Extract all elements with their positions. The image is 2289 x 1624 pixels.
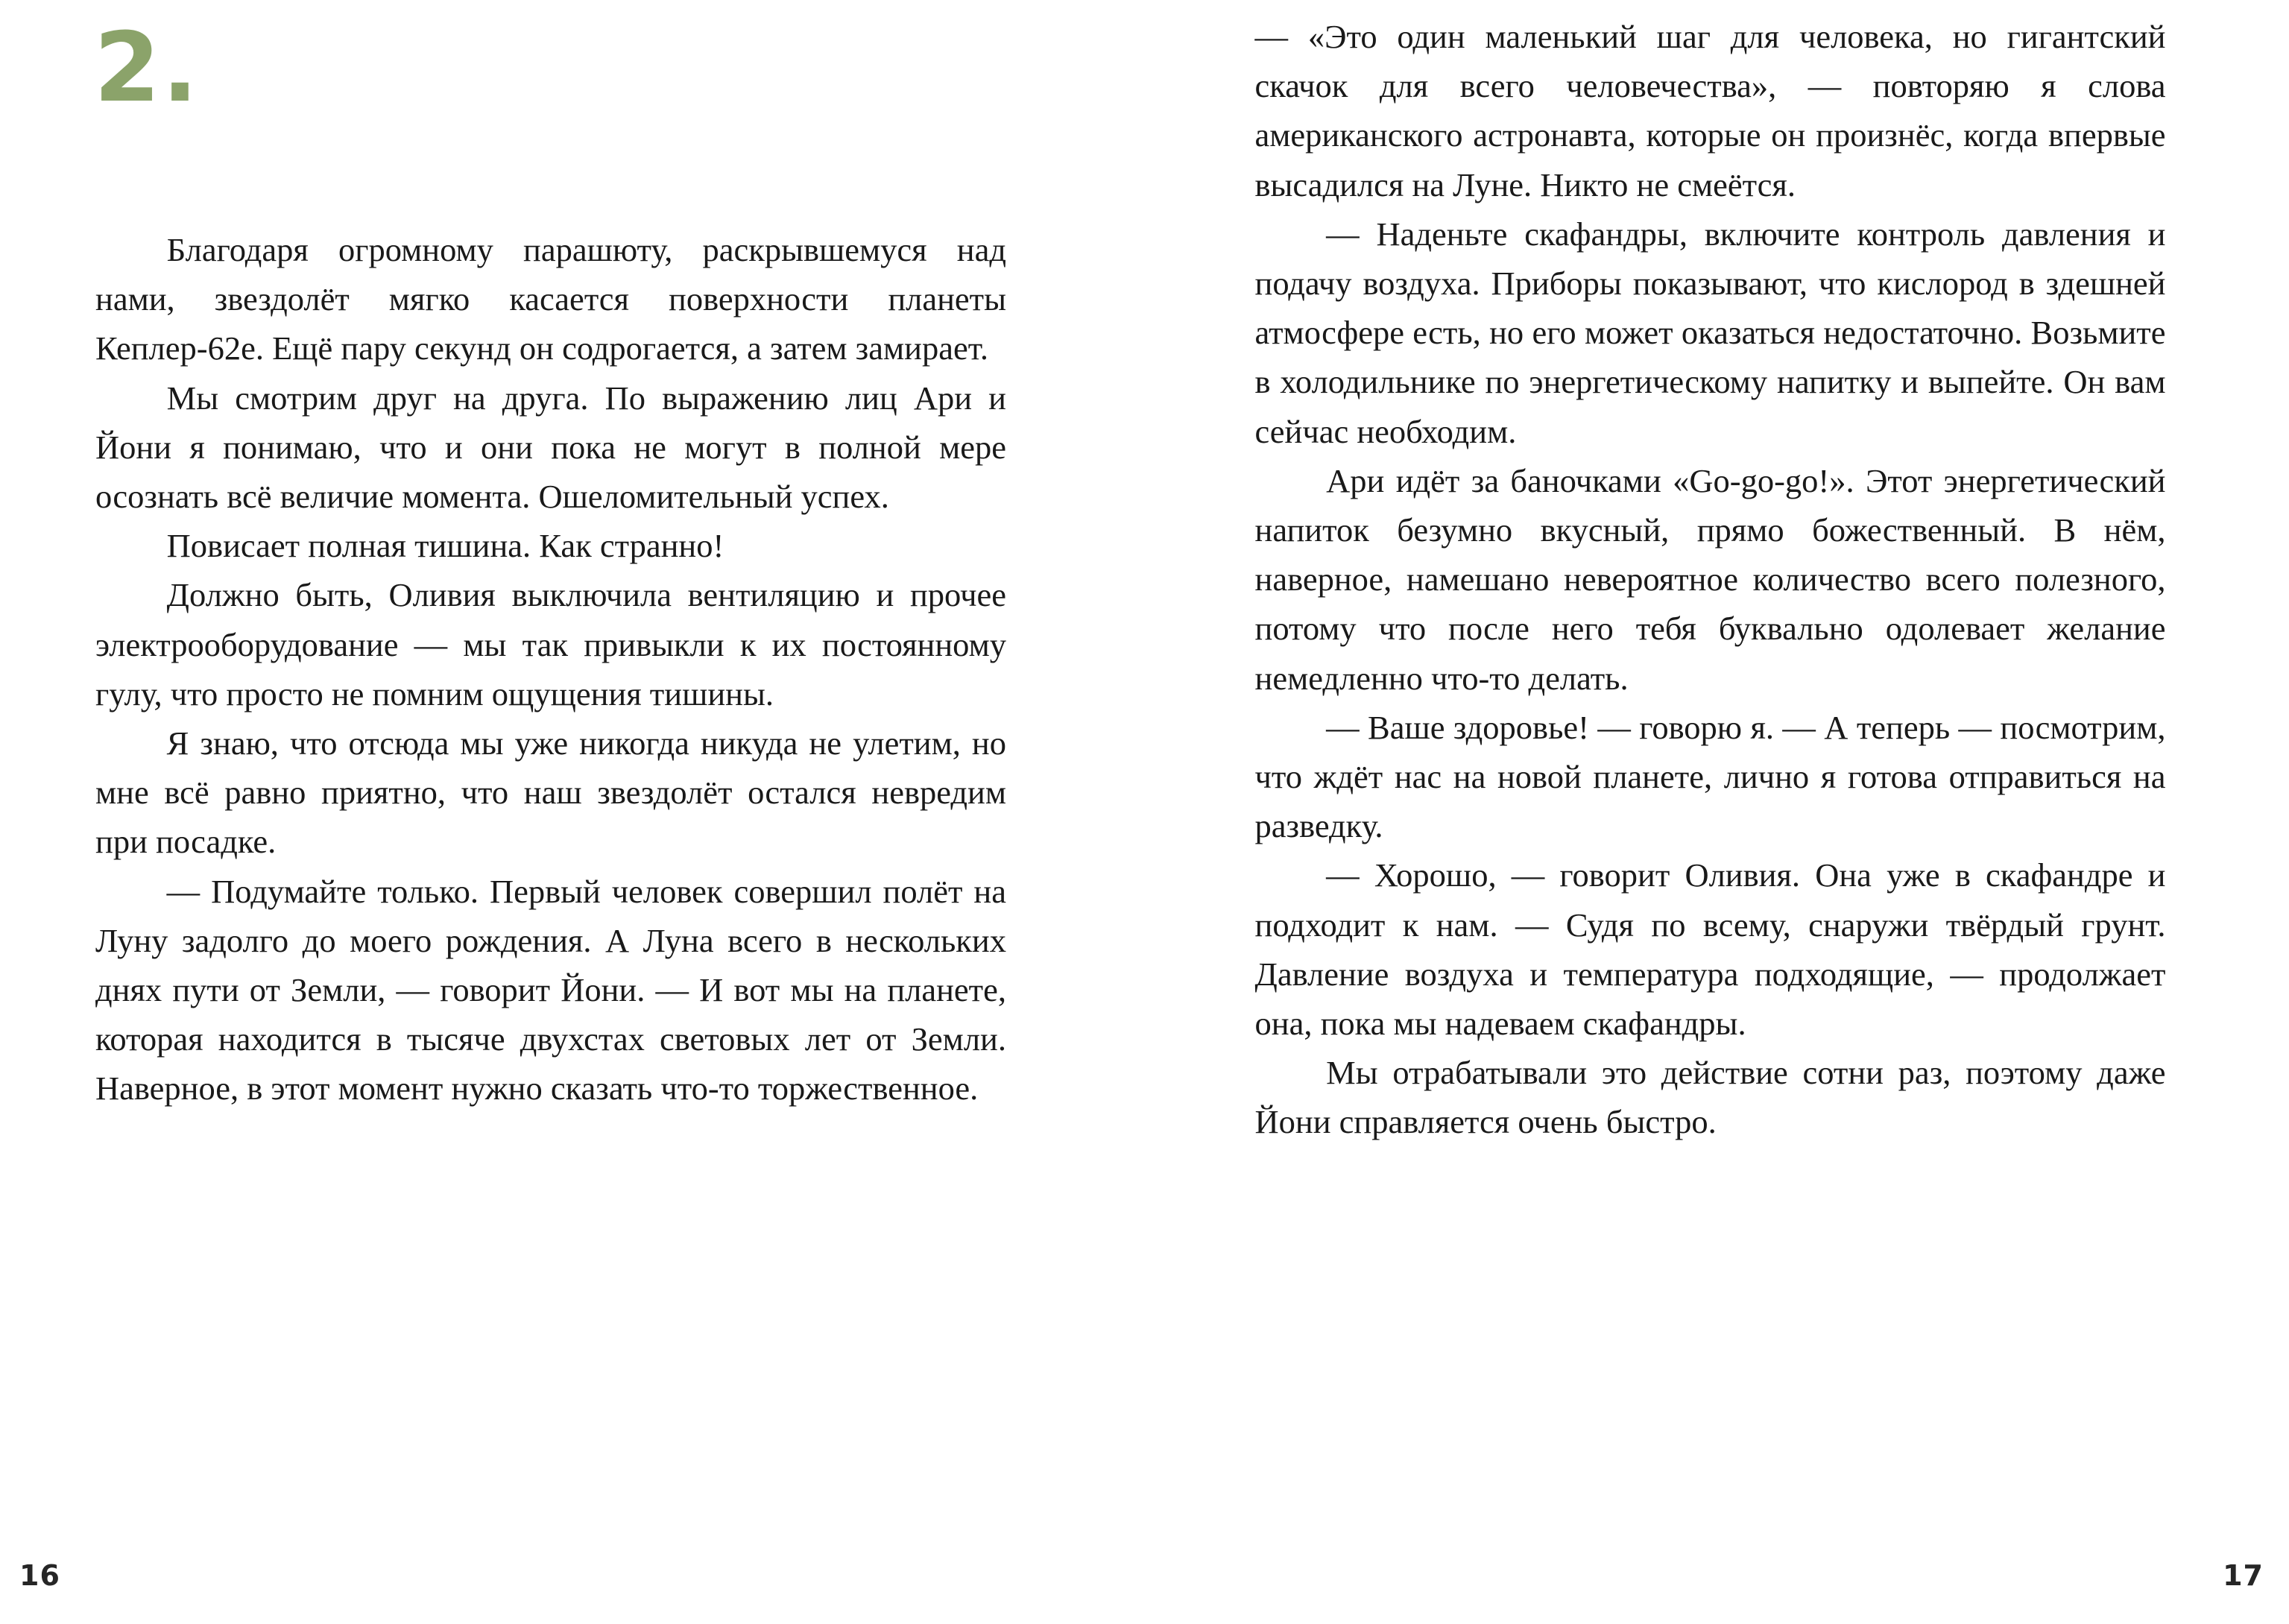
paragraph: Благодаря огромному парашюту, раскрывшемуся над нами, звездолёт мягко касается поверхности планеты Кеплер-62е. Ещё пару секунд он содрогается, а затем замирает. bbox=[95, 231, 1006, 367]
paragraph: — Наденьте скафандры, включите контроль давления и подачу воздуха. Приборы показывают, что кислород в здешней атмосфере есть, но его может оказаться недостаточно. Возьмите в холодильнике по энергетическому напитку и выпейте. Он вам сейчас необходим. bbox=[1254, 215, 2166, 450]
chapter-number: 2. bbox=[94, 13, 200, 124]
paragraph: — Хорошо, — говорит Оливия. Она уже в скафандре и подходит к нам. — Судя по всему, снаружи твёрдый грунт. Давление воздуха и температура подходящие, — продолжает она, пока мы надеваем скафандры. bbox=[1254, 856, 2166, 1043]
paragraph: — Подумайте только. Первый человек совершил полёт на Луну задолго до моего рождения. А Луна всего в нескольких днях пути от Земли, — говорит Йони. — И вот мы на планете, которая находится в тысяче двухстах световых лет от Земли. Наверное, в этот момент нужно сказать что-то торжественное. bbox=[95, 872, 1006, 1108]
paragraph: Должно быть, Оливия выключила вентиляцию и прочее электрооборудование — мы так привыкли к их постоянному гулу, что просто не помним ощущения тишины. bbox=[95, 576, 1006, 713]
paragraph: Мы отрабатывали это действие сотни раз, поэтому даже Йони справляется очень быстро. bbox=[1254, 1054, 2166, 1141]
page-number-verso: 16 bbox=[19, 1559, 60, 1592]
paragraph: Повисает полная тишина. Как странно! bbox=[166, 527, 724, 565]
body-text-right-column bbox=[1255, 12, 2166, 1147]
paragraph: — Ваше здоровье! — говорю я. — А теперь — посмотрим, что ждёт нас на новой планете, лично я готова отправиться на разведку. bbox=[1254, 708, 2166, 845]
paragraph: Мы смотрим друг на друга. По выражению лиц Ари и Йони я понимаю, что и они пока не могут в полной мере осознать всё величие момента. Ошеломительный успех. bbox=[95, 379, 1006, 516]
page-number-recto: 17 bbox=[2223, 1559, 2264, 1592]
body-text-left-column bbox=[95, 225, 1006, 1113]
page-recto bbox=[1145, 0, 2289, 1624]
paragraph: — «Это один маленький шаг для человека, но гигантский скачок для всего человечества», — повторяю я слова американского астронавта, которые он произнёс, когда впервые высадился на Луне. Никто не смеётся. bbox=[1254, 18, 2166, 203]
paragraph: Ари идёт за баночками «Go-go-go!». Этот энергетический напиток безумно вкусный, прямо божественный. В нём, наверное, намешано невероятное количество всего полезного, потому что после него тебя буквально одолевает желание немедленно что-то делать. bbox=[1254, 461, 2166, 697]
paragraph: Я знаю, что отсюда мы уже никогда никуда не улетим, но мне всё равно приятно, что наш звездолёт остался невредим при посадке. bbox=[95, 724, 1006, 861]
